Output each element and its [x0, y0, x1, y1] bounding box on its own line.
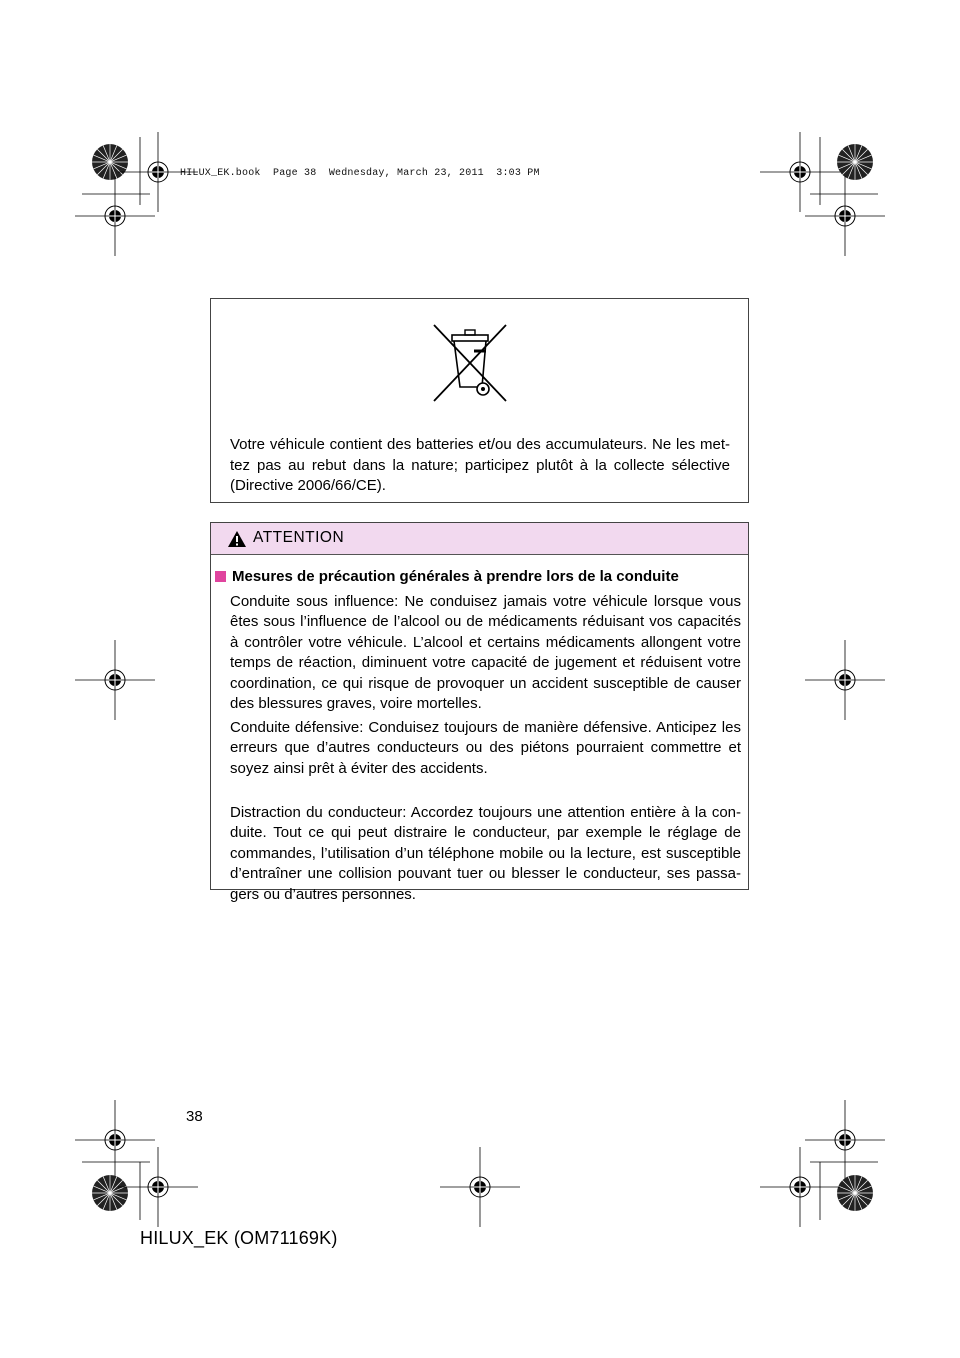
crossed-out-wheelie-bin-icon — [430, 321, 510, 403]
book-page-stamp: HILUX_EK.book Page 38 Wednesday, March 23, 2011 3:03 PM — [180, 168, 540, 179]
warning-triangle-icon — [227, 530, 247, 548]
recycle-notice-text: Votre véhicule contient des batteries et/ou des accumulateurs. Ne les met-tez pas au rebut dans la nature; participez plutôt à la collecte sélective (Directive 2006/66/CE). — [230, 436, 730, 494]
paragraph-defensive: Conduite défensive: Conduisez toujours de manière défensive. Anticipez les erreurs que d’autres conducteurs ou des piétons pourraient commettre et soyez ainsi prêt à éviter des accidents. — [230, 719, 741, 777]
warning-title: ATTENTION — [253, 529, 345, 546]
warning-box — [210, 522, 749, 903]
section-heading — [215, 568, 679, 585]
paragraph-influence: Conduite sous influence: Ne conduisez jamais votre véhicule lorsque vous êtes sous l’influence de l’alcool ou de médicaments réduisant vos capacités à contrôler votre véhicule. L’alcool et certains médicaments allongent votre temps de réaction, diminuent votre capacité de jugement et réduisent votre coordination, ce qui risque de provoquer un accident susceptible de causer des blessures graves, voire mortelles. — [230, 593, 741, 713]
recycle-notice-box — [210, 298, 749, 503]
warning-header — [211, 523, 748, 555]
paragraph-distraction: Distraction du conducteur: Accordez toujours une attention entière à la con-duite. Tout ce qui peut distraire le conducteur, par exemple le réglage de commandes, l’utilisation d’un téléphone mobile ou la lecture, est susceptible d’entraîner une collision pouvant tuer ou blesser le conducteur, ses passa-gers ou d’autres personnes. — [230, 804, 741, 903]
section-heading-text: Mesures de précaution générales à prendre lors de la conduite — [232, 568, 679, 585]
pink-square-bullet-icon — [215, 571, 226, 582]
model-code: HILUX_EK (OM71169K) — [140, 1228, 338, 1248]
page-number: 38 — [186, 1108, 203, 1125]
